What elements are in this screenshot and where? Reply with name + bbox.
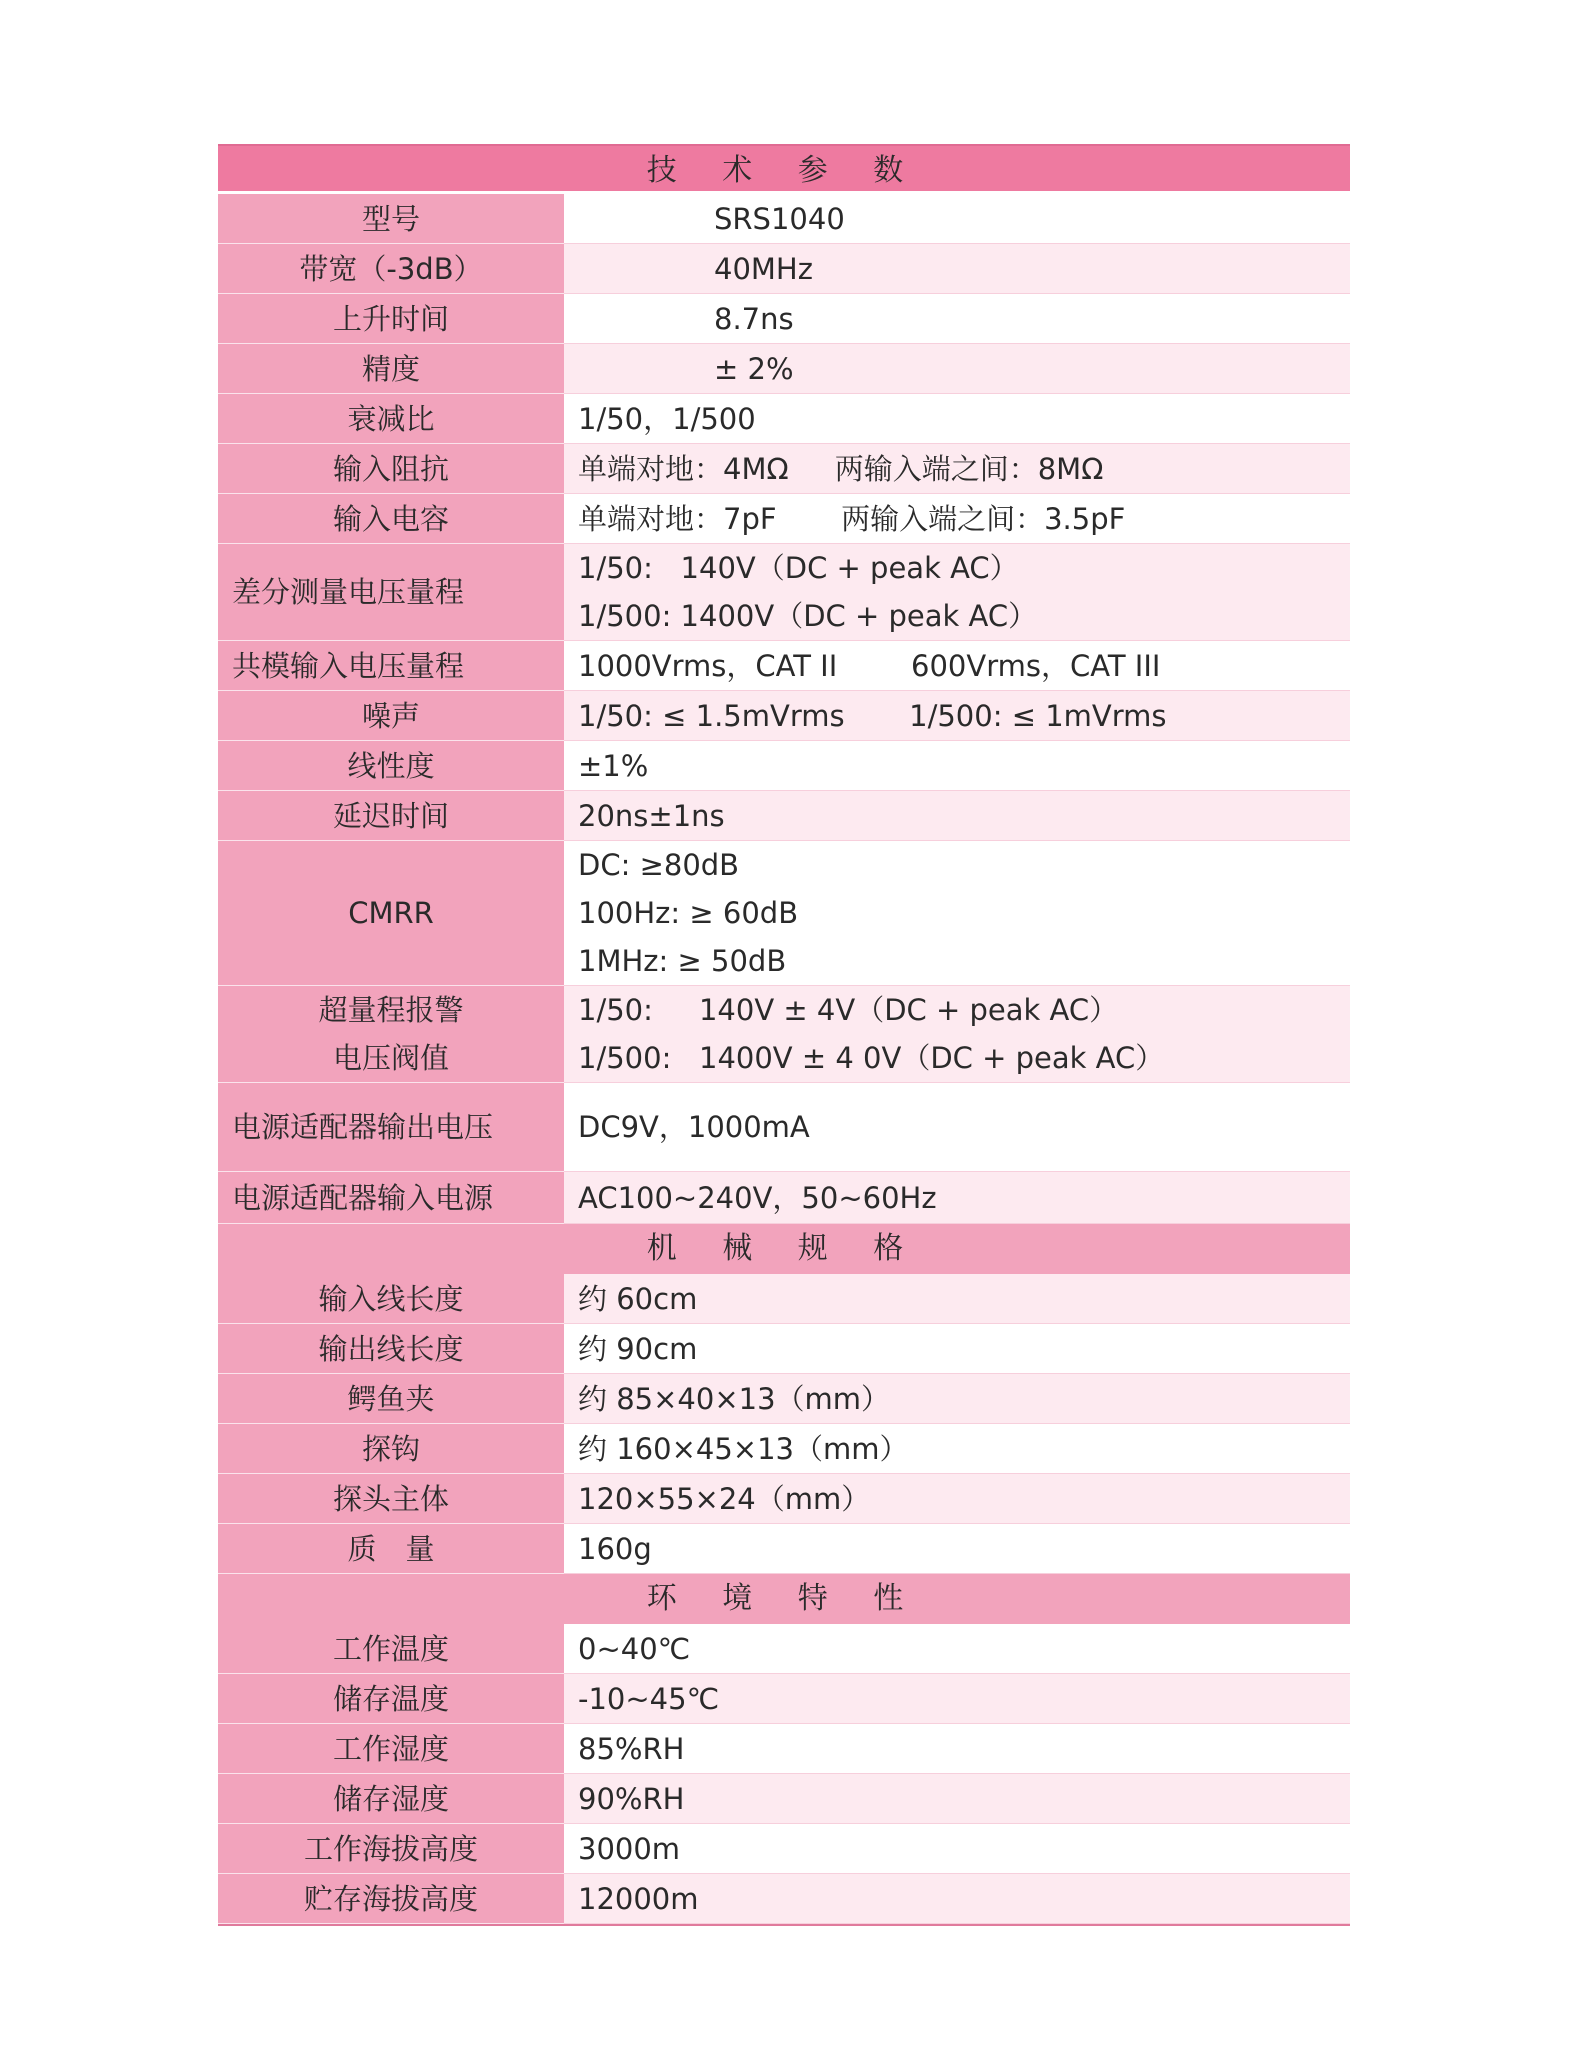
- row-value: 3000m: [564, 1824, 1350, 1874]
- row-label: 储存温度: [218, 1674, 564, 1724]
- row-value: ±1%: [564, 741, 1350, 791]
- row-value: -10~45℃: [564, 1674, 1350, 1724]
- row-label: 输入线长度: [218, 1274, 564, 1324]
- table-row: [218, 1824, 1350, 1874]
- row-value: 1/50，1/500: [564, 394, 1350, 444]
- spec-table: [218, 144, 1350, 1926]
- table-row: [218, 1674, 1350, 1724]
- row-value: 40MHz: [564, 244, 1350, 294]
- section-header-environmental: 环 境 特 性: [218, 1574, 1350, 1624]
- row-label: 噪声: [218, 691, 564, 741]
- row-value: DC: ≥80dB 100Hz: ≥ 60dB 1MHz: ≥ 50dB: [564, 841, 1350, 986]
- section-header-technical: 技 术 参 数: [218, 144, 1350, 194]
- section-header-mechanical: 机 械 规 格: [218, 1224, 1350, 1274]
- table-row: [218, 1624, 1350, 1674]
- table-row: [218, 986, 1350, 1083]
- row-label: 输入阻抗: [218, 444, 564, 494]
- row-label: 输出线长度: [218, 1324, 564, 1374]
- row-value: AC100~240V，50~60Hz: [564, 1172, 1350, 1224]
- row-label: CMRR: [218, 841, 564, 986]
- table-row: [218, 791, 1350, 841]
- row-label: 电源适配器输入电源: [218, 1172, 564, 1224]
- row-label: 鳄鱼夹: [218, 1374, 564, 1424]
- row-value: 1/50: 140V ± 4V（DC + peak AC） 1/500: 1400V ± 4 0V（DC + peak AC）: [564, 986, 1350, 1083]
- row-value: SRS1040: [564, 194, 1350, 244]
- table-row: [218, 444, 1350, 494]
- row-value: 约 160×45×13（mm）: [564, 1424, 1350, 1474]
- table-row: [218, 1874, 1350, 1924]
- row-label: 线性度: [218, 741, 564, 791]
- row-value: 120×55×24（mm）: [564, 1474, 1350, 1524]
- row-value: 约 90cm: [564, 1324, 1350, 1374]
- row-label: 差分测量电压量程: [218, 544, 564, 641]
- table-row: [218, 394, 1350, 444]
- row-label: 衰减比: [218, 394, 564, 444]
- row-value: 单端对地：4MΩ 两输入端之间：8MΩ: [564, 444, 1350, 494]
- row-label: 工作温度: [218, 1624, 564, 1674]
- table-row: [218, 1274, 1350, 1324]
- table-row: [218, 1424, 1350, 1474]
- table-row: [218, 1724, 1350, 1774]
- row-label: 共模输入电压量程: [218, 641, 564, 691]
- row-label: 电源适配器输出电压: [218, 1083, 564, 1172]
- row-value: 85%RH: [564, 1724, 1350, 1774]
- row-label: 储存湿度: [218, 1774, 564, 1824]
- table-row: [218, 194, 1350, 244]
- table-row: [218, 244, 1350, 294]
- table-row: [218, 544, 1350, 641]
- row-value: 1/50: ≤ 1.5mVrms 1/500: ≤ 1mVrms: [564, 691, 1350, 741]
- table-row: [218, 1774, 1350, 1824]
- row-label: 带宽（-3dB）: [218, 244, 564, 294]
- row-label: 输入电容: [218, 494, 564, 544]
- table-row: [218, 641, 1350, 691]
- row-label: 精度: [218, 344, 564, 394]
- table-row: [218, 494, 1350, 544]
- table-row: [218, 344, 1350, 394]
- row-value: ± 2%: [564, 344, 1350, 394]
- row-label: 超量程报警 电压阀值: [218, 986, 564, 1083]
- row-label: 质 量: [218, 1524, 564, 1574]
- row-label: 上升时间: [218, 294, 564, 344]
- row-label: 探钩: [218, 1424, 564, 1474]
- row-value: 12000m: [564, 1874, 1350, 1924]
- table-row: [218, 1474, 1350, 1524]
- row-value: 20ns±1ns: [564, 791, 1350, 841]
- row-value: 1000Vrms，CAT II 600Vrms，CAT III: [564, 641, 1350, 691]
- table-row: [218, 1524, 1350, 1574]
- table-row: [218, 1374, 1350, 1424]
- table-row: [218, 1172, 1350, 1224]
- row-label: 贮存海拔高度: [218, 1874, 564, 1924]
- row-value: 约 60cm: [564, 1274, 1350, 1324]
- row-value: 约 85×40×13（mm）: [564, 1374, 1350, 1424]
- row-value: DC9V，1000mA: [564, 1083, 1350, 1172]
- table-row: [218, 294, 1350, 344]
- row-label: 延迟时间: [218, 791, 564, 841]
- row-value: 1/50: 140V（DC + peak AC） 1/500: 1400V（DC + peak AC）: [564, 544, 1350, 641]
- row-label: 探头主体: [218, 1474, 564, 1524]
- row-label: 工作湿度: [218, 1724, 564, 1774]
- row-value: 160g: [564, 1524, 1350, 1574]
- table-row: [218, 741, 1350, 791]
- table-row: [218, 841, 1350, 986]
- row-label: 型号: [218, 194, 564, 244]
- table-row: [218, 691, 1350, 741]
- row-value: 8.7ns: [564, 294, 1350, 344]
- row-label: 工作海拔高度: [218, 1824, 564, 1874]
- row-value: 90%RH: [564, 1774, 1350, 1824]
- row-value: 0~40℃: [564, 1624, 1350, 1674]
- table-row: [218, 1083, 1350, 1172]
- table-row: [218, 1324, 1350, 1374]
- row-value: 单端对地：7pF 两输入端之间：3.5pF: [564, 494, 1350, 544]
